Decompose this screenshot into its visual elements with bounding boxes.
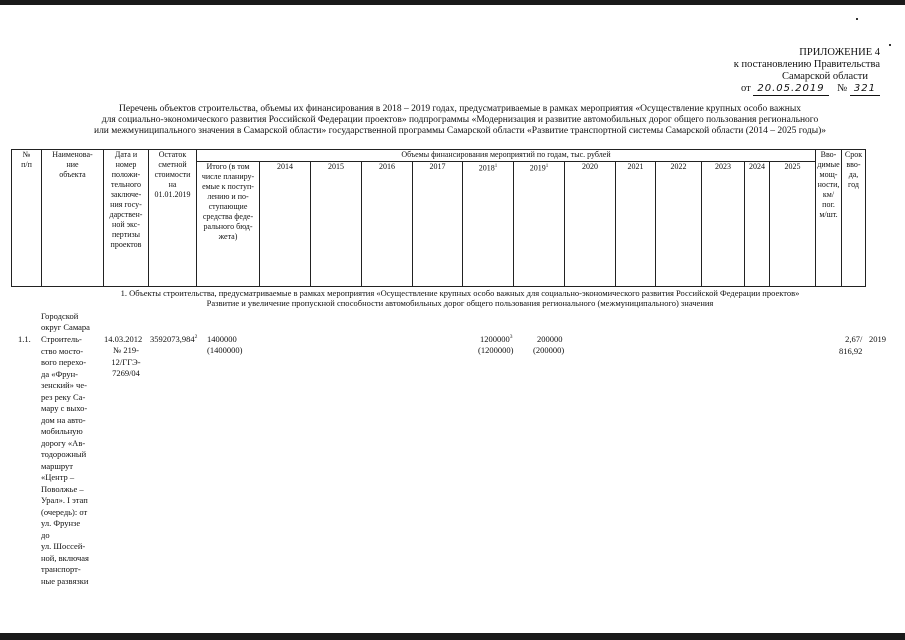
heading-line: Перечень объектов строительства, объемы их финансирования в 2018 – 2019 годах, предусматриваемые в рамках мероприятия «Осуществление крупных особо важных: [119, 104, 801, 114]
section-line: Развитие и увеличение пропускной способности автомобильных дорог общего пользования регионального (межмуниципального) значения: [206, 298, 714, 308]
expertise-date: 14.03.2012: [104, 334, 143, 344]
header-year: 2023: [702, 162, 745, 287]
document-heading: [30, 104, 890, 137]
scan-edge-bottom: [0, 633, 905, 640]
header-year: 2019$^1$: [514, 162, 565, 287]
header-year: 2020: [565, 162, 616, 287]
header-total: Итого (в том числе планиру- емые к поступ- лению и по- ступающие средства феде- рального бюд- жета): [197, 162, 260, 287]
object-description: Строитель- ство мосто- вого перехо- да «Фрун- зенский» че- рез реку Са- мару с выхо- дом на авто- мобильную дорогу «Ав- тодорожный маршрут «Центр – Поволжье – Урал». I этап (очередь): от ул. Фрунзе до ул. Шоссей- ной, включая транспорт- ные развязки: [41, 334, 89, 586]
expertise-number: № 219- 12/ГГЭ- 7269/04: [111, 345, 141, 378]
section-title: [30, 288, 890, 308]
capacity-value: 2,67/ 816,92: [839, 334, 863, 356]
header-year: 2024: [745, 162, 770, 287]
scan-speck: [889, 44, 891, 46]
appendix-date-line: [700, 83, 880, 96]
appendix-line: Самарской области: [782, 71, 868, 82]
header-num: № п/п: [12, 150, 42, 287]
header-year: 2015: [311, 162, 362, 287]
section-line: 1. Объекты строительства, предусматриваемые в рамках мероприятия «Осуществление крупных особо важных для социально-экономического развития Российской Федерации проектов»: [120, 288, 800, 298]
number-label: №: [837, 83, 848, 94]
header-year: 2018$^1$: [463, 162, 514, 287]
scan-speck: [856, 18, 858, 20]
header-year: 2017: [413, 162, 463, 287]
header-year: 2025: [770, 162, 816, 287]
total-federal-value: (1400000): [207, 345, 243, 355]
appendix-title: ПРИЛОЖЕНИЕ 4: [799, 47, 880, 58]
deadline-value: 2019: [869, 334, 886, 344]
header-capacity: Вво- димые мощ- ности, км/ пог. м/шт.: [816, 150, 842, 287]
scan-edge-top: [0, 0, 905, 5]
total-value: 1400000: [207, 334, 237, 344]
value-2019-federal: (200000): [533, 345, 565, 355]
header-year: 2021: [616, 162, 656, 287]
header-deadline: Срок вво- да, год: [842, 150, 866, 287]
handwritten-number: 321: [850, 83, 880, 96]
heading-line: или межмуниципального значения в Самарской области» государственной программы Самарской области «Развитие транспортной системы Самарской области (2014 – 2025 годы)»: [93, 126, 826, 136]
header-funding-group: Объемы финансирования мероприятий по годам, тыс. рублей: [197, 150, 816, 162]
value-2019: 200000: [537, 334, 563, 344]
funding-table: [11, 149, 866, 287]
header-balance: Остаток сметной стоимости на 01.01.2019: [149, 150, 197, 287]
appendix-block: [700, 47, 880, 96]
value-2018: 1200000$^3$: [480, 334, 513, 344]
header-name: Наименова- ние объекта: [42, 150, 104, 287]
appendix-line: к постановлению Правительства: [733, 59, 880, 70]
heading-line: для социально-экономического развития Российской Федерации проектов» подпрограммы «Модернизация и развитие автомобильных дорог общего пользования регионального: [101, 115, 819, 125]
value-2018-federal: (1200000): [478, 345, 514, 355]
header-expertise: Дата и номер положи- тельного заключе- ния госу- дарствен- ной экс- пертизы проектов: [104, 150, 149, 287]
header-year: 2022: [656, 162, 702, 287]
district-label: Городской округ Самара: [41, 311, 90, 332]
row-number: 1.1.: [18, 334, 31, 344]
balance-value: 3592073,984$^2$: [150, 334, 198, 344]
from-label: от: [741, 83, 751, 94]
handwritten-date: 20.05.2019: [753, 83, 828, 96]
header-year: 2016: [362, 162, 413, 287]
header-year: 2014: [260, 162, 311, 287]
